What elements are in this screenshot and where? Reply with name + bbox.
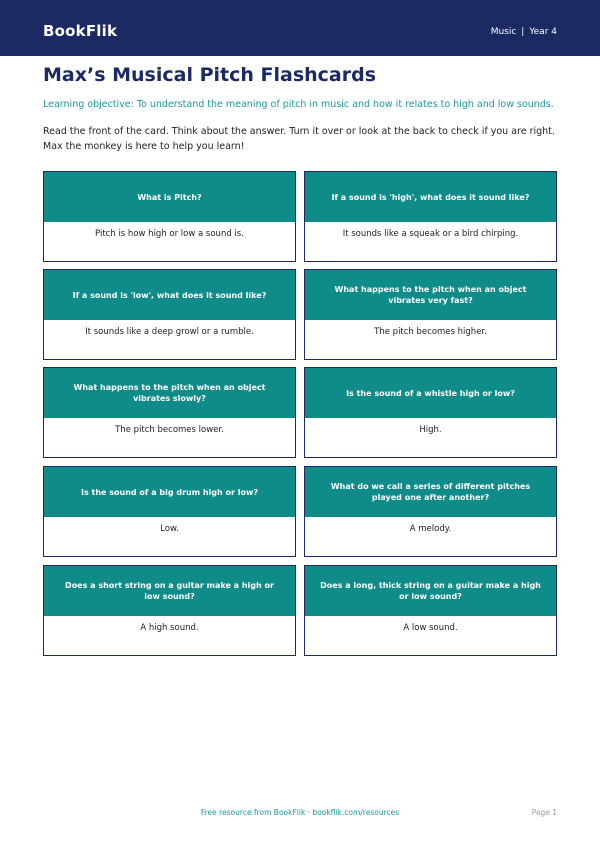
flashcard[interactable] <box>304 466 557 557</box>
flashcard[interactable] <box>43 565 296 656</box>
flashcard-question: Is the sound of a big drum high or low? <box>44 467 295 517</box>
intro-text: Read the front of the card. Think about the answer. Turn it over or look at the back to check if you are right. Max the monkey is here to help you learn! <box>43 126 555 152</box>
brand-logo[interactable]: BookFlik <box>43 22 118 40</box>
flashcard-question: What is Pitch? <box>44 172 295 222</box>
flashcard-question: What happens to the pitch when an object vibrates slowly? <box>44 368 295 418</box>
learning-objective: Learning objective: To understand the meaning of pitch in music and how it relates to high and low sounds. <box>43 99 554 110</box>
flashcard-answer: The pitch becomes lower. <box>115 425 224 435</box>
year-label: Year 4 <box>529 27 557 37</box>
flashcard-answer: Pitch is how high or low a sound is. <box>95 229 244 239</box>
subject-label: Music <box>490 27 517 37</box>
flashcard[interactable] <box>304 171 557 262</box>
flashcard-question: Does a long, thick string on a guitar make a high or low sound? <box>305 566 556 616</box>
flashcard-question: If a sound is 'low', what does it sound like? <box>44 270 295 320</box>
flashcard-answer: It sounds like a deep growl or a rumble. <box>85 327 254 337</box>
flashcard-question: Does a short string on a guitar make a high or low sound? <box>44 566 295 616</box>
flashcard[interactable] <box>43 269 296 360</box>
flashcard-question: What do we call a series of different pitches played one after another? <box>305 467 556 517</box>
page-title: Max’s Musical Pitch Flashcards <box>43 64 377 86</box>
flashcard-question: What happens to the pitch when an object vibrates very fast? <box>305 270 556 320</box>
flashcard[interactable] <box>304 269 557 360</box>
flashcard[interactable] <box>304 367 557 458</box>
page-number: Page 1 <box>531 808 557 817</box>
flashcard[interactable] <box>43 367 296 458</box>
flashcard[interactable] <box>304 565 557 656</box>
flashcard-answer: A low sound. <box>403 623 458 633</box>
flashcard-answer: A high sound. <box>140 623 199 633</box>
breadcrumb-separator: | <box>521 27 525 37</box>
breadcrumb <box>491 27 557 37</box>
flashcard-question: If a sound is 'high', what does it sound like? <box>305 172 556 222</box>
header-bar <box>0 0 600 56</box>
footer-credit[interactable]: Free resource from BookFlik · bookflik.com/resources <box>200 808 400 817</box>
flashcard-answer: Low. <box>160 524 179 534</box>
flashcard[interactable] <box>43 171 296 262</box>
flashcard-question: Is the sound of a whistle high or low? <box>305 368 556 418</box>
flashcard-answer: The pitch becomes higher. <box>374 327 487 337</box>
flashcard-answer: A melody. <box>409 524 452 534</box>
flashcard[interactable] <box>43 466 296 557</box>
flashcard-answer: High. <box>419 425 442 435</box>
flashcard-answer: It sounds like a squeak or a bird chirping. <box>342 229 519 239</box>
